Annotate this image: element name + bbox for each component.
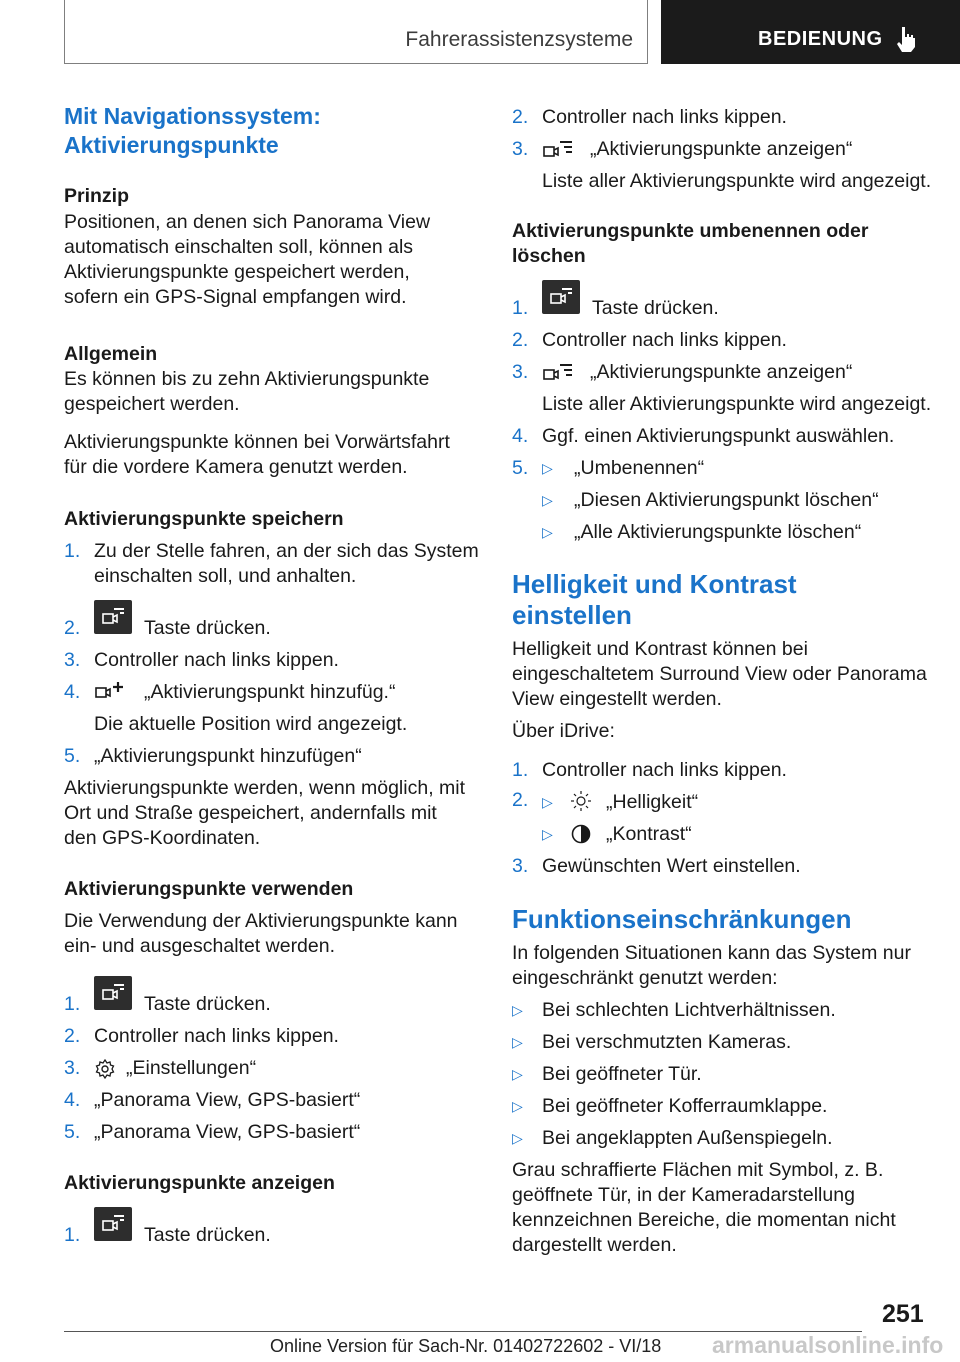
header-chapter-label: BEDIENUNG bbox=[758, 28, 883, 50]
triangle-bullet-icon: ▷ bbox=[512, 1098, 523, 1114]
step-text: Controller nach links kippen. bbox=[542, 329, 787, 351]
sub-option: „Diesen Aktivierungspunkt löschen“ bbox=[574, 489, 879, 511]
idrive-label: Über iDrive: bbox=[512, 720, 615, 742]
header-section-title: Fahrerassistenzsysteme bbox=[405, 28, 633, 51]
bullet-text: Bei verschmutzten Kameras. bbox=[542, 1031, 792, 1053]
step-number: 2. bbox=[512, 106, 529, 128]
triangle-bullet-icon: ▷ bbox=[512, 1130, 523, 1146]
step-text: „Helligkeit“ bbox=[606, 791, 699, 813]
triangle-bullet-icon: ▷ bbox=[542, 492, 553, 508]
sub-option: „Kontrast“ bbox=[606, 823, 692, 845]
triangle-bullet-icon: ▷ bbox=[542, 460, 553, 476]
step-number: 4. bbox=[64, 1089, 81, 1111]
step-text: Controller nach links kippen. bbox=[94, 649, 339, 671]
sun-icon bbox=[570, 790, 592, 812]
camera-list-icon bbox=[542, 361, 576, 385]
helligkeit-text: Helligkeit und Kontrast können bei eingeschaltetem Surround View oder Panorama View eingestellt werden. bbox=[512, 638, 927, 710]
page-number: 251 bbox=[882, 1300, 924, 1328]
step-text: Taste drücken. bbox=[592, 297, 719, 319]
section-title-helligkeit: Helligkeit und Kontrast einstellen bbox=[512, 569, 797, 630]
triangle-bullet-icon: ▷ bbox=[512, 1002, 523, 1018]
heading-allgemein: Allgemein bbox=[64, 343, 158, 365]
step-text: Taste drücken. bbox=[144, 1224, 271, 1246]
step-subtext: Die aktuelle Position wird angezeigt. bbox=[94, 713, 408, 735]
triangle-bullet-icon: ▷ bbox=[542, 826, 553, 842]
triangle-bullet-icon: ▷ bbox=[512, 1034, 523, 1050]
step-number: 3. bbox=[64, 1057, 81, 1079]
step-text: „Aktivierungspunkte anzeigen“ bbox=[590, 361, 853, 383]
step-number: 3. bbox=[64, 649, 81, 671]
speichern-note: Aktivierungspunkte werden, wenn möglich, mit Ort und Straße gespeichert, andernfalls mit den GPS-Koordinaten. bbox=[64, 777, 466, 849]
heading-speichern: Aktivierungspunkte speichern bbox=[64, 508, 344, 530]
heading-umbenennen: Aktivierungspunkte umbenennen oder löschen bbox=[512, 220, 869, 267]
sub-option: „Alle Aktivierungspunkte löschen“ bbox=[574, 521, 862, 543]
prinzip-text: Positionen, an denen sich Panorama View automatisch einschalten soll, können als Aktivierungspunkte gespeichert werden, sofern ein GPS-Signal empfangen wird. bbox=[64, 211, 431, 308]
section-title-activation-points: Mit Navigationssystem: Aktivierungspunkte bbox=[64, 103, 321, 158]
step-number: 4. bbox=[512, 425, 529, 447]
step-number: 1. bbox=[64, 1224, 81, 1246]
camera-button-icon bbox=[94, 600, 132, 634]
funktion-note: Grau schraffierte Flächen mit Symbol, z. B. geöffnete Tür, in der Kameradarstellung kennzeichnen Bereiche, die momentan nicht dargestellt werden. bbox=[512, 1159, 896, 1256]
step-text: Zu der Stelle fahren, an der sich das System einschalten soll, und anhalten. bbox=[94, 540, 479, 587]
step-number: 1. bbox=[64, 540, 81, 562]
step-number: 3. bbox=[512, 138, 529, 160]
gear-icon bbox=[94, 1058, 116, 1080]
triangle-bullet-icon: ▷ bbox=[542, 524, 553, 540]
step-text: Ggf. einen Aktivierungspunkt auswählen. bbox=[542, 425, 895, 447]
step-number: 3. bbox=[512, 361, 529, 383]
camera-list-icon bbox=[542, 138, 576, 162]
header-chapter-tab bbox=[661, 0, 960, 64]
step-number: 5. bbox=[64, 745, 81, 767]
step-number: 2. bbox=[512, 329, 529, 351]
step-subtext: Liste aller Aktivierungspunkte wird angezeigt. bbox=[542, 170, 932, 192]
step-number: 5. bbox=[512, 457, 529, 479]
step-number: 1. bbox=[64, 993, 81, 1015]
step-subtext: Liste aller Aktivierungspunkte wird angezeigt. bbox=[542, 393, 932, 415]
step-number: 2. bbox=[64, 1025, 81, 1047]
watermark: armanualsonline.info bbox=[712, 1332, 944, 1358]
step-text: „Panorama View, GPS-basiert“ bbox=[94, 1089, 361, 1111]
step-text: Controller nach links kippen. bbox=[542, 759, 787, 781]
triangle-bullet-icon: ▷ bbox=[542, 794, 553, 810]
footer-online-version: Online Version für Sach-Nr. 01402722602 - VI/18 bbox=[270, 1336, 662, 1356]
triangle-bullet-icon: ▷ bbox=[512, 1066, 523, 1082]
allgemein-text-2: Aktivierungspunkte können bei Vorwärtsfahrt für die vordere Kamera genutzt werden. bbox=[64, 431, 450, 478]
step-number: 5. bbox=[64, 1121, 81, 1143]
heading-prinzip: Prinzip bbox=[64, 185, 130, 207]
step-text: „Panorama View, GPS-basiert“ bbox=[94, 1121, 361, 1143]
step-number: 2. bbox=[64, 617, 81, 639]
step-text: Taste drücken. bbox=[144, 617, 271, 639]
step-text: Controller nach links kippen. bbox=[542, 106, 787, 128]
step-text: „Aktivierungspunkt hinzufüg.“ bbox=[144, 681, 396, 703]
bullet-text: Bei geöffneter Tür. bbox=[542, 1063, 702, 1085]
bullet-text: Bei geöffneter Kofferraumklappe. bbox=[542, 1095, 828, 1117]
camera-add-icon bbox=[94, 680, 126, 704]
step-text: Taste drücken. bbox=[144, 993, 271, 1015]
bullet-text: Bei angeklappten Außenspiegeln. bbox=[542, 1127, 833, 1149]
step-text: „Aktivierungspunkte anzeigen“ bbox=[590, 138, 853, 160]
camera-button-icon bbox=[542, 280, 580, 314]
step-text: Controller nach links kippen. bbox=[94, 1025, 339, 1047]
step-number: 4. bbox=[64, 681, 81, 703]
camera-button-icon bbox=[94, 1207, 132, 1241]
bullet-text: Bei schlechten Lichtverhältnissen. bbox=[542, 999, 836, 1021]
step-text: „Einstellungen“ bbox=[126, 1057, 257, 1079]
allgemein-text-1: Es können bis zu zehn Aktivierungspunkte gespeichert werden. bbox=[64, 368, 430, 415]
step-text: „Umbenennen“ bbox=[574, 457, 705, 479]
step-text: „Aktivierungspunkt hinzufügen“ bbox=[94, 745, 362, 767]
step-text: Gewünschten Wert einstellen. bbox=[542, 855, 801, 877]
funktion-text: In folgenden Situationen kann das System nur eingeschränkt genutzt werden: bbox=[512, 942, 911, 989]
hand-pointer-icon bbox=[893, 25, 917, 53]
verwenden-text: Die Verwendung der Aktivierungspunkte kann ein- und ausgeschaltet werden. bbox=[64, 910, 458, 957]
camera-button-icon bbox=[94, 976, 132, 1010]
step-number: 3. bbox=[512, 855, 529, 877]
heading-anzeigen: Aktivierungspunkte anzeigen bbox=[64, 1172, 335, 1194]
step-number: 2. bbox=[512, 789, 529, 811]
section-title-funktion: Funktionseinschränkungen bbox=[512, 904, 852, 934]
step-number: 1. bbox=[512, 759, 529, 781]
header-section-box bbox=[64, 0, 648, 64]
step-number: 1. bbox=[512, 297, 529, 319]
heading-verwenden: Aktivierungspunkte verwenden bbox=[64, 878, 354, 900]
contrast-icon bbox=[571, 824, 591, 844]
